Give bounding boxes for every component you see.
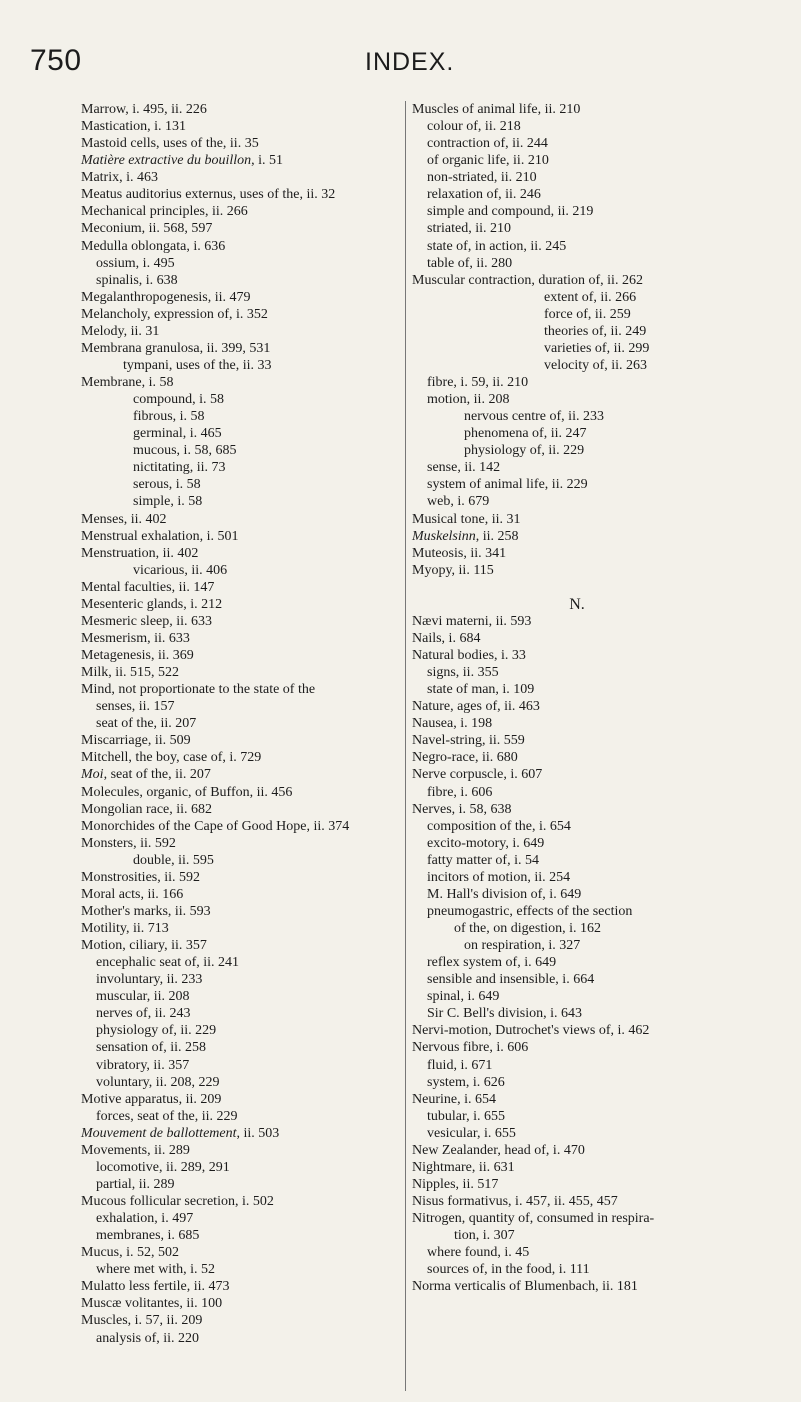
index-entry: Metagenesis, ii. 369 [81,648,194,663]
index-entry: Mitchell, the boy, case of, i. 729 [81,750,262,766]
index-entry: Monorchides of the Cape of Good Hope, ii. 374 [81,818,350,834]
index-subentry: Sir C. Bell's division, i. 643 [427,1006,582,1022]
index-subentry: on respiration, i. 327 [464,938,581,954]
index-entry [81,1125,401,1142]
index-subentry: velocity of, ii. 263 [544,357,648,373]
index-subentry: exhalation, i. 497 [96,1211,194,1227]
index-subentry: non-striated, ii. 210 [427,170,537,186]
index-entry: Movements, ii. 289 [81,1142,190,1158]
index-subentry: varieties of, ii. 299 [544,340,650,356]
index-entry: Mesmerism, ii. 633 [81,630,190,646]
index-entry: Membrana granulosa, ii. 399, 531 [81,340,271,356]
index-entry: Melody, ii. 31 [81,323,160,339]
page-header [30,44,770,84]
index-subentry: ossium, i. 495 [96,255,175,271]
entry-reference: , ii. 503 [236,1125,280,1141]
index-entry: Mastoid cells, uses of the, ii. 35 [81,136,259,152]
index-entry [81,152,401,169]
entry-term-italic: Matière extractive du bouillon [81,153,252,169]
index-entry [412,528,792,545]
index-subentry: nictitating, ii. 73 [133,460,226,476]
index-entry: Negro-race, ii. 680 [412,750,518,766]
index-entry: Nerves, i. 58, 638 [412,801,512,817]
index-subentry: striated, ii. 210 [427,221,511,237]
index-subentry: tympani, uses of the, ii. 33 [123,357,272,373]
index-subentry: excito-motory, i. 649 [427,835,545,851]
page-number: 750 [30,44,82,77]
index-entry: Monstrosities, ii. 592 [81,869,201,885]
index-entry: Mother's marks, ii. 593 [81,903,211,919]
index-entry: Meatus auditorius externus, uses of the, ii. 32 [81,187,336,203]
index-subentry: reflex system of, i. 649 [427,955,557,971]
index-subentry: serous, i. 58 [133,477,201,493]
entry-term-italic: Moi [81,767,104,783]
index-subentry: fatty matter of, i. 54 [427,852,539,868]
index-entry: Mucous follicular secretion, i. 502 [81,1194,274,1209]
index-subentry: tubular, i. 655 [427,1108,505,1124]
index-subentry: sources of, in the food, i. 111 [427,1262,590,1278]
index-subentry: voluntary, ii. 208, 229 [96,1074,220,1090]
index-column-left [81,101,401,1347]
section-letter: N. [569,595,585,613]
index-entry: Mulatto less fertile, ii. 473 [81,1279,230,1295]
index-entry: Molecules, organic, of Buffon, ii. 456 [81,784,293,800]
index-entry: Mastication, i. 131 [81,119,186,135]
index-subentry: nerves of, ii. 243 [96,1006,191,1022]
index-entry: Natural bodies, i. 33 [412,648,526,663]
index-entry: Musical tone, ii. 31 [412,511,521,527]
index-subentry: state of man, i. 109 [427,682,535,698]
index-subentry: spinal, i. 649 [427,989,500,1005]
index-entry: Muteosis, ii. 341 [412,545,507,561]
index-subentry: sense, ii. 142 [427,460,501,476]
index-entry: Mental faculties, ii. 147 [81,579,215,595]
index-entry: Mechanical principles, ii. 266 [81,204,248,220]
index-entry: Nervi-motion, Dutrochet's views of, i. 462 [412,1023,650,1039]
index-entry: Nature, ages of, ii. 463 [412,699,540,715]
index-subentry: membranes, i. 685 [96,1228,200,1244]
index-entry: Nausea, i. 198 [412,716,493,732]
index-entry: Milk, ii. 515, 522 [81,665,180,681]
index-entry: Marrow, i. 495, ii. 226 [81,102,207,117]
index-subentry: composition of the, i. 654 [427,818,571,834]
index-entry: Mesmeric sleep, ii. 633 [81,613,213,629]
index-entry: Nervous fibre, i. 606 [412,1040,529,1056]
index-entry: Myopy, ii. 115 [412,562,494,578]
index-subentry: signs, ii. 355 [427,665,499,681]
index-entry: Norma verticalis of Blumenbach, ii. 181 [412,1279,638,1295]
index-entry: Muscles of animal life, ii. 210 [412,102,581,117]
index-entry: Melancholy, expression of, i. 352 [81,306,268,322]
index-subentry: extent of, ii. 266 [544,289,637,305]
index-entry [81,766,401,783]
index-subentry: theories of, ii. 249 [544,323,647,339]
index-entry: Menstruation, ii. 402 [81,545,199,561]
index-entry: New Zealander, head of, i. 470 [412,1142,585,1158]
index-entry: Motion, ciliary, ii. 357 [81,938,207,954]
index-subentry: seat of the, ii. 207 [96,716,197,732]
index-subentry: state of, in action, ii. 245 [427,238,567,254]
index-subentry: where found, i. 45 [427,1245,530,1261]
index-subentry: of the, on digestion, i. 162 [454,921,601,936]
index-column-right [412,101,792,1295]
index-entry: Nisus formativus, i. 457, ii. 455, 457 [412,1194,618,1209]
index-entry: Mesenteric glands, i. 212 [81,596,223,612]
entry-term-italic: Muskelsinn [412,528,476,544]
index-subentry: vicarious, ii. 406 [133,562,228,578]
index-subentry: phenomena of, ii. 247 [464,426,587,442]
index-subentry: contraction of, ii. 244 [427,136,548,152]
index-entry: Membrane, i. 58 [81,375,174,390]
index-entry: Nightmare, ii. 631 [412,1159,515,1175]
index-subentry: spinalis, i. 638 [96,272,178,288]
index-entry: Nails, i. 684 [412,630,481,646]
index-subentry: double, ii. 595 [133,852,214,868]
index-entry: Navel-string, ii. 559 [412,733,525,749]
index-subentry: tion, i. 307 [454,1228,515,1244]
index-entry: Nævi materni, ii. 593 [412,613,532,629]
index-subentry: pneumogastric, effects of the section [427,903,633,919]
index-subentry: fibrous, i. 58 [133,409,205,425]
index-subentry: physiology of, ii. 229 [464,443,585,459]
index-entry: Motility, ii. 713 [81,921,169,936]
index-entry: Nerve corpuscle, i. 607 [412,767,543,783]
entry-reference: , i. 51 [251,153,284,169]
index-subentry: relaxation of, ii. 246 [427,187,541,203]
index-entry: Miscarriage, ii. 509 [81,733,191,749]
index-subentry: where met with, i. 52 [96,1262,215,1278]
index-entry: Matrix, i. 463 [81,170,158,186]
index-subentry: vibratory, ii. 357 [96,1057,190,1073]
entry-reference: , ii. 258 [475,528,519,544]
index-subentry: table of, ii. 280 [427,255,513,271]
index-entry: Neurine, i. 654 [412,1091,496,1107]
index-subentry: colour of, ii. 218 [427,119,521,135]
index-subentry: nervous centre of, ii. 233 [464,409,604,425]
index-subentry: vesicular, i. 655 [427,1125,516,1141]
index-subentry: fluid, i. 671 [427,1057,493,1073]
index-entry: Moral acts, ii. 166 [81,886,184,902]
index-subentry: sensation of, ii. 258 [96,1040,207,1056]
index-subentry: germinal, i. 465 [133,426,222,442]
index-subentry: locomotive, ii. 289, 291 [96,1159,230,1175]
index-subentry: partial, ii. 289 [96,1176,175,1192]
index-subentry: motion, ii. 208 [427,392,510,408]
index-entry: Nipples, ii. 517 [412,1176,499,1192]
index-subentry: simple and compound, ii. 219 [427,204,594,220]
index-subentry: encephalic seat of, ii. 241 [96,955,240,971]
index-subentry: sensible and insensible, i. 664 [427,972,595,988]
index-subentry: muscular, ii. 208 [96,989,190,1005]
index-subentry: forces, seat of the, ii. 229 [96,1108,238,1124]
index-entry: Mind, not proportionate to the state of the [81,682,316,698]
index-entry: Muscular contraction, duration of, ii. 262 [412,272,643,288]
index-subentry: physiology of, ii. 229 [96,1023,217,1039]
column-divider [405,101,406,1391]
index-subentry: of organic life, ii. 210 [427,153,549,169]
index-subentry: force of, ii. 259 [544,306,631,322]
index-subentry: M. Hall's division of, i. 649 [427,886,582,902]
index-subentry: involuntary, ii. 233 [96,972,203,988]
index-subentry: web, i. 679 [427,494,490,510]
index-subentry: compound, i. 58 [133,392,224,408]
index-subentry: analysis of, ii. 220 [96,1330,200,1346]
index-entry: Monsters, ii. 592 [81,835,176,851]
index-entry: Meconium, ii. 568, 597 [81,221,213,237]
index-entry: Nitrogen, quantity of, consumed in respira- [412,1211,655,1227]
index-entry: Menstrual exhalation, i. 501 [81,528,239,544]
index-entry: Megalanthropogenesis, ii. 479 [81,289,251,305]
running-head: INDEX. [365,48,455,76]
index-subentry: senses, ii. 157 [96,699,175,715]
index-entry: Medulla oblongata, i. 636 [81,238,226,254]
index-entry: Muscæ volitantes, ii. 100 [81,1296,223,1312]
index-subentry: fibre, i. 606 [427,784,493,800]
index-entry: Motive apparatus, ii. 209 [81,1091,222,1107]
index-entry: Mucus, i. 52, 502 [81,1245,179,1261]
index-subentry: incitors of motion, ii. 254 [427,869,571,885]
entry-term-italic: Mouvement de ballottement [81,1125,237,1141]
index-subentry: fibre, i. 59, ii. 210 [427,375,529,390]
index-subentry: simple, i. 58 [133,494,203,510]
index-entry: Menses, ii. 402 [81,511,167,527]
index-subentry: system of animal life, ii. 229 [427,477,588,493]
index-subentry: system, i. 626 [427,1074,505,1090]
entry-reference: , seat of the, ii. 207 [103,767,211,783]
index-subentry: mucous, i. 58, 685 [133,443,237,459]
index-entry: Muscles, i. 57, ii. 209 [81,1313,203,1329]
index-entry: Mongolian race, ii. 682 [81,801,213,817]
